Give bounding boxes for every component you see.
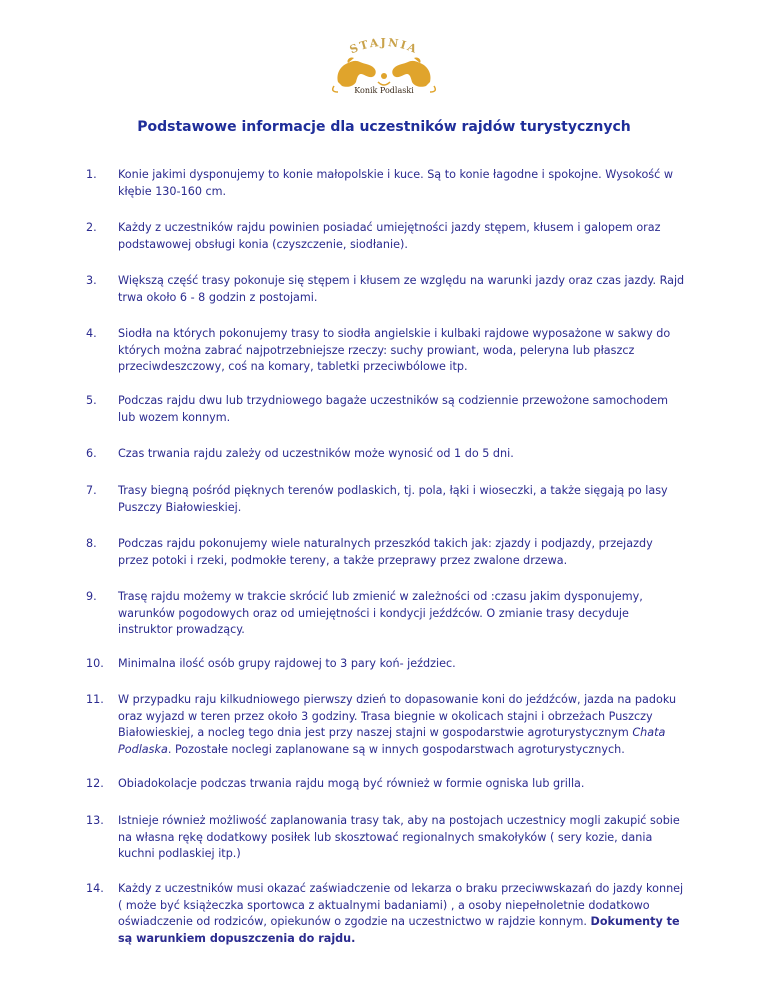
page-title: Podstawowe informacje dla uczestników rajdów turystycznych xyxy=(137,119,631,135)
list-item xyxy=(86,536,686,569)
item-text: Czas trwania rajdu zależy od uczestników może wynosić od 1 do 5 dni. xyxy=(118,447,514,460)
item-text: Większą część trasy pokonuje się stępem i kłusem ze względu na warunki jazdy oraz czas jazdy. Rajd trwa około 6 - 8 godzin z postojami. xyxy=(118,274,685,304)
list-item xyxy=(86,813,686,863)
item-text: Podczas rajdu dwu lub trzydniowego bagaże uczestników są codziennie przewożone samochodem lub wozem konnym. xyxy=(118,394,669,424)
list-item xyxy=(86,446,686,463)
farm-name: Chata Podlaska xyxy=(118,726,666,756)
item-number: 4. xyxy=(86,327,97,340)
list-item xyxy=(86,167,686,200)
item-number: 6. xyxy=(86,447,97,460)
item-text: Trasy biegną pośród pięknych terenów podlaskich, tj. pola, łąki i wioseczki, a także sięgają po lasy Puszczy Białowieskiej. xyxy=(118,484,668,514)
list-item xyxy=(86,393,686,426)
list-item xyxy=(86,692,686,758)
item-text: Siodła na których pokonujemy trasy to siodła angielskie i kulbaki rajdowe wyposażone w sakwy do których można zabrać najpotrzebniejsze rzeczy: suchy prowiant, woda, peleryna lub płaszcz przeciwdeszczowy, coś na komary, tabletki przeciwbólowe itp. xyxy=(118,327,671,373)
list-item xyxy=(86,881,686,947)
list-item xyxy=(86,776,686,793)
list-item xyxy=(86,589,686,639)
list-item xyxy=(86,656,686,673)
list-item xyxy=(86,220,686,253)
logo-top-text: STAJNIA xyxy=(347,35,421,57)
stable-logo xyxy=(320,30,448,100)
list-item xyxy=(86,273,686,306)
item-number: 10. xyxy=(86,657,104,670)
list-item xyxy=(86,483,686,516)
item-text: Podczas rajdu pokonujemy wiele naturalnych przeszkód takich jak: zjazdy i podjazdy, przejazdy przez potoki i rzeki, podmokłe tereny, a także przeprawy przez zwalone drzewa. xyxy=(118,537,653,567)
item-text: Każdy z uczestników rajdu powinien posiadać umiejętności jazdy stępem, kłusem i galopem oraz podstawowej obsługi konia (czyszczenie, siodłanie). xyxy=(118,221,661,251)
item-number: 13. xyxy=(86,814,104,827)
item-number: 12. xyxy=(86,777,104,790)
logo-bottom-text: Konik Podlaski xyxy=(354,86,414,95)
item-number: 14. xyxy=(86,882,104,895)
item-number: 7. xyxy=(86,484,97,497)
item-number: 2. xyxy=(86,221,97,234)
item-number: 8. xyxy=(86,537,97,550)
item-number: 11. xyxy=(86,693,104,706)
item-text: Minimalna ilość osób grupy rajdowej to 3 pary koń- jeździec. xyxy=(118,657,456,670)
item-number: 1. xyxy=(86,168,97,181)
item-text: Konie jakimi dysponujemy to konie małopolskie i kuce. Są to konie łagodne i spokojne. Wysokość w kłębie 130-160 cm. xyxy=(118,168,673,198)
item-text: Trasę rajdu możemy w trakcie skrócić lub zmienić w zależności od :czasu jakim dysponujemy, warunków pogodowych oraz od umiejętności i kondycji jeźdźców. O zmianie trasy decyduje instruktor prowadzący. xyxy=(118,590,643,636)
item-number: 5. xyxy=(86,394,97,407)
item-text: Obiadokolacje podczas trwania rajdu mogą być również w formie ogniska lub grilla. xyxy=(118,777,585,790)
item-text: W przypadku raju kilkudniowego pierwszy dzień to dopasowanie koni do jeźdźców, jazda na padoku oraz wyjazd w teren przez około 3 godziny. Trasa biegnie w okolicach stajni i obrzeżach Puszczy Białowieskiej, a nocleg tego dnia jest przy naszej stajni w gospodarstwie agroturystycznym Chata Podlaska. Pozostałe noclegi zaplanowane są w innych gospodarstwach agroturystycznych. xyxy=(118,693,677,756)
item-number: 3. xyxy=(86,274,97,287)
item-text: Każdy z uczestników musi okazać zaświadczenie od lekarza o braku przeciwwskazań do jazdy konnej ( może być książeczka sportowca z aktualnymi badaniami) , a osoby niepełnoletnie dodatkowo oświadczenie od rodziców, opiekunów o zgodzie na uczestnictwo w rajdzie konnym. Dokumenty te są warunkiem dopuszczenia do rajdu. xyxy=(118,882,684,945)
list-item xyxy=(86,326,686,376)
item-text: Istnieje również możliwość zaplanowania trasy tak, aby na postojach uczestnicy mogli zakupić sobie na własna rękę dodatkowy posiłek lub skosztować regionalnych smakołyków ( sery kozie, dania kuchni podlaskiej itp.) xyxy=(118,814,680,860)
item-number: 9. xyxy=(86,590,97,603)
requirement-note: Dokumenty te są warunkiem dopuszczenia do rajdu. xyxy=(118,915,680,945)
